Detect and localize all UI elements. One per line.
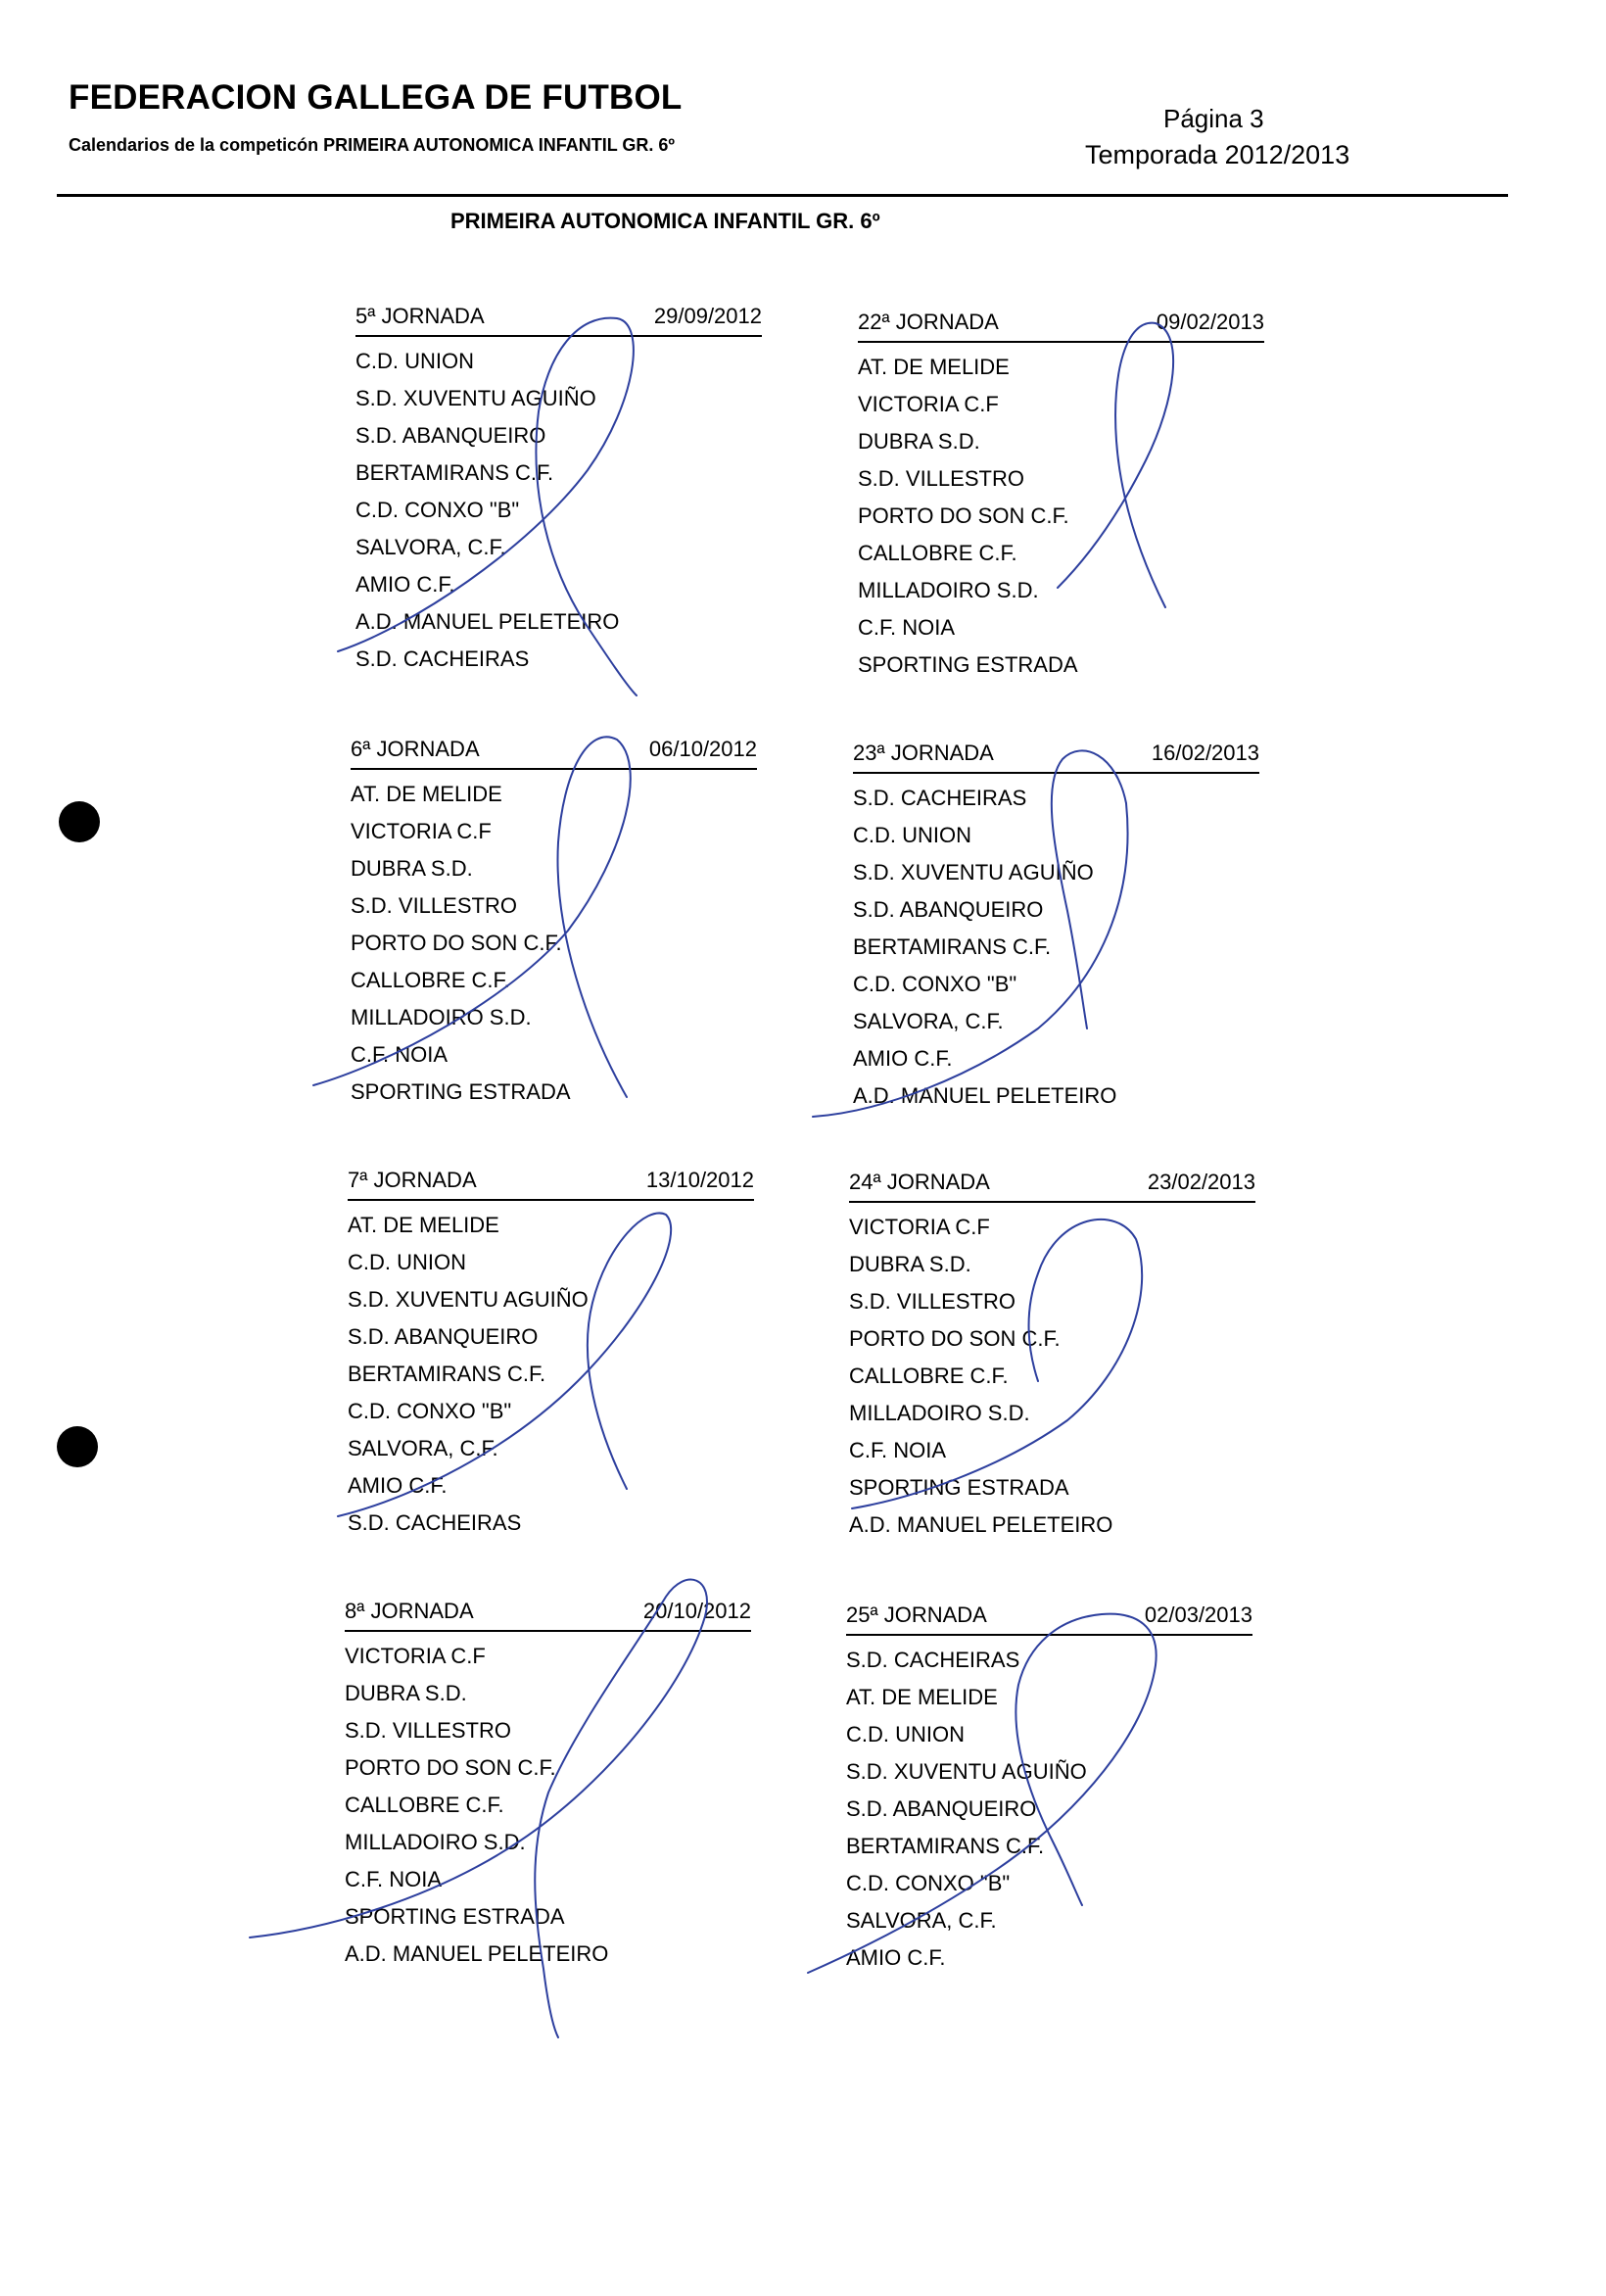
team-item: A.D. MANUEL PELETEIRO [853, 1083, 1117, 1108]
team-item: C.D. CONXO "B" [355, 498, 520, 522]
team-item: SALVORA, C.F. [853, 1009, 1004, 1033]
team-item: VICTORIA C.F [351, 819, 492, 843]
competition-subtitle: Calendarios de la competicón PRIMEIRA AUTONOMICA INFANTIL GR. 6º [69, 135, 675, 155]
team-item: MILLADOIRO S.D. [858, 578, 1039, 602]
jornada-divider [849, 1201, 1255, 1203]
team-item: S.D. CACHEIRAS [853, 786, 1027, 810]
team-item: SALVORA, C.F. [846, 1908, 997, 1933]
team-item: S.D. VILLESTRO [858, 466, 1024, 491]
team-item: PORTO DO SON C.F. [858, 503, 1069, 528]
team-item: AT. DE MELIDE [846, 1685, 998, 1709]
team-item: AT. DE MELIDE [858, 355, 1010, 379]
team-item: SPORTING ESTRADA [345, 1904, 565, 1929]
page-number: Página 3 [1163, 104, 1264, 133]
jornada-divider [345, 1630, 751, 1632]
season-label: Temporada 2012/2013 [1085, 140, 1350, 169]
team-item: SALVORA, C.F. [355, 535, 506, 559]
team-item: C.D. CONXO "B" [348, 1399, 512, 1423]
team-list [846, 1642, 1252, 1977]
team-item: DUBRA S.D. [345, 1681, 467, 1705]
jornada-divider [351, 768, 757, 770]
jornada-date: 02/03/2013 [1144, 1602, 1252, 1627]
team-item: BERTAMIRANS C.F. [355, 460, 554, 485]
team-item: S.D. ABANQUEIRO [846, 1796, 1037, 1821]
jornada-block [355, 304, 762, 678]
federation-title: FEDERACION GALLEGA DE FUTBOL [69, 78, 683, 117]
team-item: S.D. CACHEIRAS [846, 1648, 1020, 1672]
team-item: S.D. VILLESTRO [351, 893, 517, 918]
team-item: CALLOBRE C.F. [345, 1793, 504, 1817]
jornada-block [846, 1602, 1252, 1977]
team-item: CALLOBRE C.F. [858, 541, 1017, 565]
jornada-divider [348, 1199, 754, 1201]
team-item: AMIO C.F. [853, 1046, 953, 1071]
team-item: DUBRA S.D. [849, 1252, 971, 1276]
team-item: C.F. NOIA [351, 1042, 449, 1067]
jornada-block [849, 1170, 1255, 1544]
jornada-name: 22ª JORNADA [858, 310, 999, 334]
team-item: S.D. XUVENTU AGUIÑO [355, 386, 596, 410]
team-item: A.D. MANUEL PELETEIRO [345, 1941, 609, 1966]
jornada-name: 23ª JORNADA [853, 741, 994, 765]
jornada-divider [853, 772, 1259, 774]
team-list [355, 343, 762, 678]
punch-hole [59, 801, 100, 842]
team-item: A.D. MANUEL PELETEIRO [849, 1512, 1113, 1537]
jornada-block [348, 1168, 754, 1542]
team-item: C.D. UNION [348, 1250, 466, 1274]
jornada-name: 24ª JORNADA [849, 1170, 990, 1194]
team-item: AT. DE MELIDE [348, 1213, 499, 1237]
team-item: VICTORIA C.F [849, 1215, 990, 1239]
jornada-divider [846, 1634, 1252, 1636]
team-item: S.D. CACHEIRAS [355, 646, 530, 671]
team-item: BERTAMIRANS C.F. [348, 1362, 546, 1386]
team-item: MILLADOIRO S.D. [351, 1005, 532, 1029]
jornada-date: 20/10/2012 [642, 1599, 751, 1623]
team-list [348, 1207, 754, 1542]
jornada-date: 23/02/2013 [1147, 1170, 1255, 1194]
jornada-block [345, 1599, 751, 1973]
team-item: SALVORA, C.F. [348, 1436, 498, 1460]
team-item: S.D. ABANQUEIRO [355, 423, 546, 448]
team-item: DUBRA S.D. [858, 429, 980, 454]
jornada-date: 09/02/2013 [1156, 310, 1264, 334]
team-item: S.D. VILLESTRO [849, 1289, 1016, 1314]
team-item: CALLOBRE C.F. [351, 968, 510, 992]
team-item: A.D. MANUEL PELETEIRO [355, 609, 620, 634]
team-item: SPORTING ESTRADA [858, 652, 1078, 677]
team-item: S.D. CACHEIRAS [348, 1510, 522, 1535]
team-item: PORTO DO SON C.F. [345, 1755, 556, 1780]
team-item: VICTORIA C.F [345, 1644, 486, 1668]
jornada-name: 6ª JORNADA [351, 737, 480, 761]
team-item: MILLADOIRO S.D. [345, 1830, 526, 1854]
team-item: SPORTING ESTRADA [849, 1475, 1069, 1500]
team-item: C.D. UNION [846, 1722, 965, 1746]
team-item: AT. DE MELIDE [351, 782, 502, 806]
jornada-name: 7ª JORNADA [348, 1168, 477, 1192]
team-item: PORTO DO SON C.F. [351, 931, 562, 955]
jornada-date: 13/10/2012 [645, 1168, 754, 1192]
team-item: PORTO DO SON C.F. [849, 1326, 1061, 1351]
team-item: VICTORIA C.F [858, 392, 999, 416]
team-item: BERTAMIRANS C.F. [853, 934, 1052, 959]
team-item: S.D. VILLESTRO [345, 1718, 511, 1743]
jornada-date: 16/02/2013 [1151, 741, 1259, 765]
team-item: C.D. CONXO "B" [846, 1871, 1011, 1895]
team-item: C.D. UNION [853, 823, 971, 847]
jornada-date: 29/09/2012 [653, 304, 762, 328]
team-list [849, 1209, 1255, 1544]
punch-hole [57, 1426, 98, 1467]
jornada-name: 5ª JORNADA [355, 304, 485, 328]
team-item: C.F. NOIA [345, 1867, 443, 1891]
team-list [345, 1638, 751, 1973]
team-item: BERTAMIRANS C.F. [846, 1834, 1045, 1858]
section-title: PRIMEIRA AUTONOMICA INFANTIL GR. 6º [450, 209, 880, 233]
team-item: AMIO C.F. [846, 1945, 946, 1970]
team-item: AMIO C.F. [348, 1473, 448, 1498]
team-item: S.D. XUVENTU AGUIÑO [846, 1759, 1087, 1784]
jornada-block [351, 737, 757, 1111]
team-item: S.D. ABANQUEIRO [853, 897, 1044, 922]
team-item: DUBRA S.D. [351, 856, 473, 881]
team-item: CALLOBRE C.F. [849, 1363, 1009, 1388]
jornada-name: 25ª JORNADA [846, 1602, 987, 1627]
jornada-divider [355, 335, 762, 337]
team-list [853, 780, 1259, 1115]
team-list [351, 776, 757, 1111]
header-divider [57, 194, 1508, 197]
team-item: AMIO C.F. [355, 572, 455, 597]
team-item: C.D. CONXO "B" [853, 972, 1017, 996]
team-item: S.D. ABANQUEIRO [348, 1324, 539, 1349]
jornada-name: 8ª JORNADA [345, 1599, 474, 1623]
jornada-divider [858, 341, 1264, 343]
team-item: S.D. XUVENTU AGUIÑO [348, 1287, 589, 1312]
team-list [858, 349, 1264, 684]
team-item: C.F. NOIA [858, 615, 956, 640]
team-item: S.D. XUVENTU AGUIÑO [853, 860, 1094, 885]
team-item: C.F. NOIA [849, 1438, 947, 1462]
team-item: SPORTING ESTRADA [351, 1079, 571, 1104]
team-item: MILLADOIRO S.D. [849, 1401, 1030, 1425]
jornada-block [853, 741, 1259, 1115]
team-item: C.D. UNION [355, 349, 474, 373]
jornada-date: 06/10/2012 [648, 737, 757, 761]
jornada-block [858, 310, 1264, 684]
